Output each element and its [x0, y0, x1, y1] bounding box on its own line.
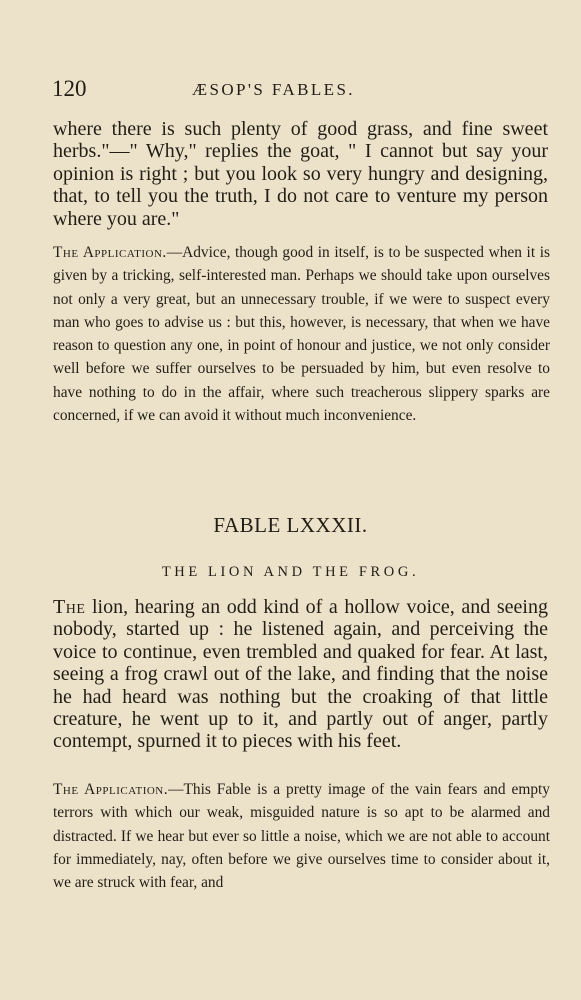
application-paragraph-1: [53, 241, 550, 427]
fable-lead: The: [53, 596, 86, 618]
running-head: ÆSOP'S FABLES.: [192, 80, 355, 99]
continuation-paragraph: where there is such plenty of good grass, and fine sweet herbs."—" Why," replies the goat, " I cannot but say your opinion is right ; but you look so very hungry and designing, that, to tell you the truth, I do not care to venture my person where you are.": [53, 118, 548, 230]
application-text: —Advice, though good in itself, is to be suspected when it is given by a tricking, self-interested man. Perhaps we should take upon ourselves not only a very great, but an unnecessary trouble, if we were to suspect every man who goes to advise us : but this, however, is necessary, that when we have reason to question any one, in point of honour and justice, we not only consider well before we suffer ourselves to be persuaded by him, but even resolve to have nothing to do in the affair, where such treacherous slippery sparks are concerned, if we can avoid it without much inconvenience.: [53, 244, 550, 425]
application-lead: The Application.: [53, 244, 167, 261]
page-number: 120: [52, 76, 87, 101]
application-text: —This Fable is a pretty image of the vain fears and empty terrors with which our weak, misguided nature is so apt to be alarmed and distracted. If we hear but ever so little a noise, which we are not able to account for immediately, nay, often before we give ourselves time to consider about it, we are struck with fear, and: [53, 781, 550, 892]
application-paragraph-2: [53, 778, 550, 894]
fable-text: lion, hearing an odd kind of a hollow voice, and seeing nobody, started up : he listened again, and perceiving the voice to continue, even trembled and quaked for fear. At last, seeing a frog crawl out of the lake, and finding that the noise he had heard was nothing but the croaking of that little creature, he went up to it, and partly out of anger, partly contempt, spurned it to pieces with his feet.: [53, 596, 548, 753]
fable-title: FABLE LXXXII.: [213, 513, 368, 537]
fable-paragraph: [53, 596, 548, 753]
application-lead: The Application.: [53, 781, 169, 798]
page-header: [52, 76, 529, 106]
fable-subtitle: THE LION AND THE FROG.: [161, 564, 420, 580]
